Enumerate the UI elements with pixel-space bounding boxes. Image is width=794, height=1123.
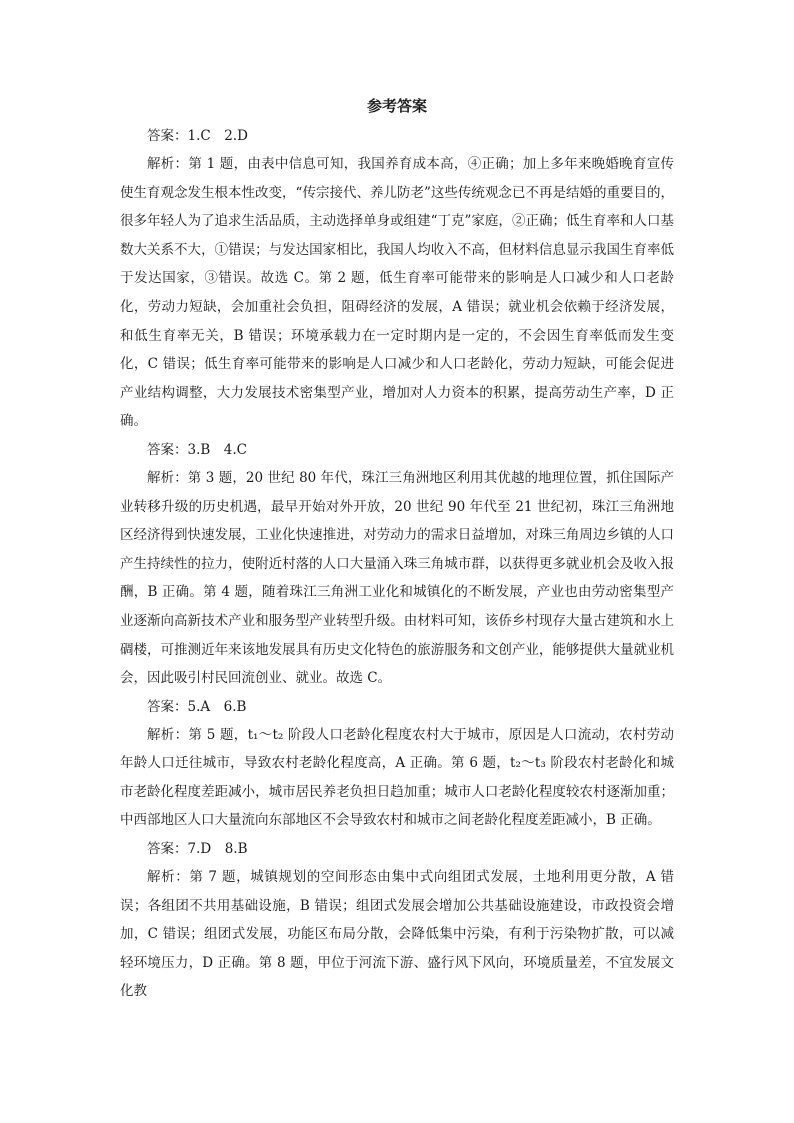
answer-line: 答案：5.A 6.B — [147, 698, 247, 715]
analysis-paragraph: 解析：第 3 题，20 世纪 80 年代，珠江三角洲地区利用其优越的地理位置，抓住国际产业转移升级的历史机遇，最早开始对外开放，20 世纪 90 年代至 21 世纪初，珠江三角洲地区经济得到快速发展，工业化快速推进，对劳动力的需求日益增加，对珠三角周边乡镇的人口产生持续性的拉力，使附近村落的人口大量涌入珠三角城市群，以获得更多就业机会及收入报酬，B 正确。第 4 题，随着珠江三角洲工业化和城镇化的不断发展，产业也由劳动密集型产业逐渐向高新技术产业和服务型产业转型升级。由材料可知，该侨乡村现存大量古建筑和水上碉楼，可推测近年来该地发展具有历史文化特色的旅游服务和文创产业，能够提供大量就业机会，因此吸引村民回流创业、就业。故选 C。 — [120, 469, 674, 687]
analysis-paragraph: 解析：第 1 题，由表中信息可知，我国养育成本高，④正确；加上多年来晚婚晚育宣传使生育观念发生根本性改变，“传宗接代、养儿防老”这些传统观念已不再是结婚的重要目的，很多年轻人为了追求生活品质，主动选择单身或组建“丁克”家庭，②正确；低生育率和人口基数大关系不大，①错误；与发达国家相比，我国人均收入不高，但材料信息显示我国生育率低于发达国家，③错误。故选 C。第 2 题，低生育率可能带来的影响是人口减少和人口老龄化，劳动力短缺，会加重社会负担，阻碍经济的发展，A 错误；就业机会依赖于经济发展，和低生育率无关，B 错误；环境承载力在一定时期内是一定的，不会因生育率低而发生变化，C 错误；低生育率可能带来的影响是人口减少和人口老龄化，劳动力短缺，可能会促进产业结构调整，大力发展技术密集型产业，增加对人力资本的积累，提高劳动生产率，D 正确。 — [120, 156, 674, 430]
page-title: 参考答案 — [366, 97, 427, 115]
answer-line: 答案：1.C 2.D — [147, 128, 248, 144]
answer-section-4 — [120, 835, 674, 1006]
answer-line: 答案：3.B 4.C — [147, 441, 248, 458]
analysis-paragraph: 解析：第 5 题，t₁～t₂ 阶段人口老龄化程度农村大于城市，原因是人口流动，农村劳动年龄人口迁往城市，导致农村老龄化程度高，A 正确。第 6 题，t₂～t₃ 阶段农村老龄化和城市老龄化程度差距减小，城市居民养老负担日趋加重；城市人口老龄化程度较农村逐渐加重；中西部地区人口大量流向东部地区不会导致农村和城市之间老龄化程度差距减小，B 正确。 — [120, 726, 674, 829]
answer-section-2 — [120, 436, 674, 693]
answer-line: 答案：7.D 8.B — [147, 841, 248, 858]
answer-section-3 — [120, 693, 674, 835]
analysis-paragraph: 解析：第 7 题，城镇规划的空间形态由集中式向组团式发展，土地利用更分散，A 错误；各组团不共用基础设施，B 错误；组团式发展会增加公共基础设施建设，市政投资会增加，C 错误；组团式发展，功能区布局分散，会降低集中污染，有利于污染物扩散，可以减轻环境压力，D 正确。第 8 题，甲位于河流下游、盛行风下风向，环境质量差，不宜发展文化教 — [120, 869, 674, 1000]
answer-page — [120, 96, 674, 1006]
answer-section-1 — [120, 122, 674, 436]
